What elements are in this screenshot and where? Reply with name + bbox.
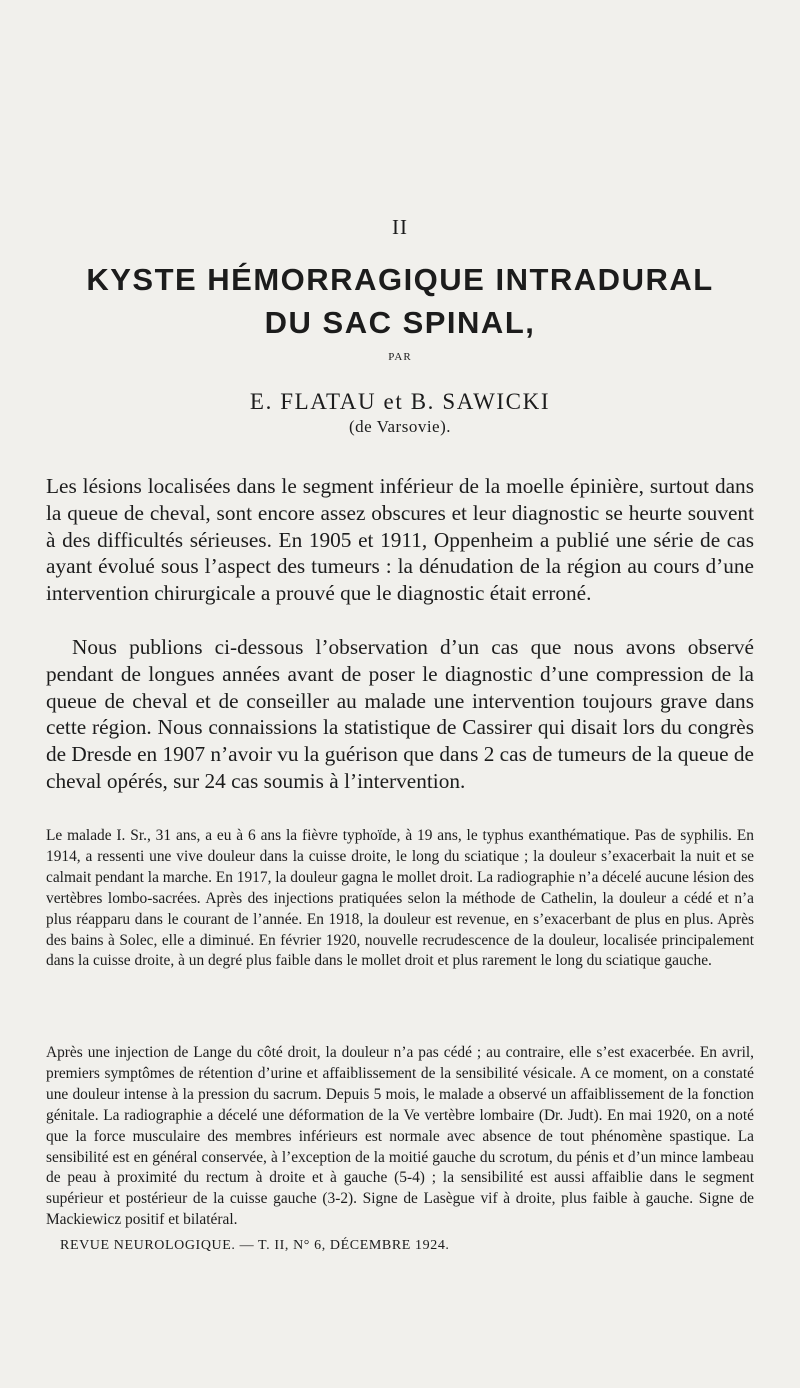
body-paragraph-1: Les lésions localisées dans le segment inférieur de la moelle épinière, surtout dans la queue de cheval, sont encore assez obscures et leur diagnostic se heurte souvent à des difficultés sérieuses. En 1905 et 1911, Oppenheim a publié une série de cas ayant évolué sous l’aspect des tumeurs : la dénudation de la région au cours d’une intervention chirurgicale a prouvé que le diagnostic était erroné.: [46, 474, 754, 606]
chapter-number: II: [392, 215, 408, 239]
journal-name: REVUE NEUROLOGIQUE.: [60, 1238, 236, 1253]
body-paragraph-2: Nous publions ci-dessous l’observation d’un cas que nous avons observé pendant de longues années avant de poser le diagnostic d’une compression de la queue de cheval et de conseiller au malade une intervention toujours grave dans cette région. Nous connaissions la statistique de Cassirer qui disait lors du congrès de Dresde en 1907 n’avoir vu la guérison que dans 2 cas de tumeurs de la queue de cheval opérés, sur 24 cas soumis à l’intervention.: [46, 635, 754, 793]
page-footer: [60, 1238, 450, 1254]
observation-paragraph-1: Le malade I. Sr., 31 ans, a eu à 6 ans la fièvre typhoïde, à 19 ans, le typhus exanthématique. Pas de syphilis. En 1914, a ressenti une vive douleur dans la cuisse droite, le long du sciatique ; la douleur s’exacerbait la nuit et se calmait pendant la marche. En 1917, la douleur gagna le mollet droit. La radiographie n’a décelé aucune lésion des vertèbres lombo-sacrées. Après des injections pratiquées selon la méthode de Cathelin, la douleur a cédé et n’a plus réapparu dans le courant de l’année. En 1918, la douleur est revenue, en s’exacerbant de plus en plus. Après des bains à Solec, elle a diminué. En février 1920, nouvelle recrudescence de la douleur, localisée principalement dans la cuisse droite, à un degré plus faible dans le mollet droit et plus rarement le long du sciatique gauche.: [46, 827, 754, 970]
by-line: PAR: [388, 351, 412, 363]
observation-paragraph-2: Après une injection de Lange du côté droit, la douleur n’a pas cédé ; au contraire, elle s’est exacerbée. En avril, premiers symptômes de rétention d’urine et affaiblissement de la sensibilité vésicale. A ce moment, on a constaté une douleur intense à la pression du sacrum. Depuis 5 mois, le malade a observé un affaiblissement de la fonction génitale. La radiographie a décelé une déformation de la Ve vertèbre lombaire (Dr. Judt). En mai 1920, on a noté que la force musculaire des membres inférieurs est normale avec absence de tout phénomène spastique. La sensibilité est en général conservée, à l’exception de la moitié gauche du scrotum, du pénis et d’un mince lambeau de peau à proximité du rectum à droite et à gauche (5-4) ; la sensibilité est aussi affaiblie dans le segment supérieur et postérieur de la cuisse gauche (3-2). Signe de Lasègue vif à droite, plus faible à gauche. Signe de Mackiewicz positif et bilatéral.: [46, 1044, 754, 1229]
issue-info: — T. II, N° 6, DÉCEMBRE 1924.: [239, 1238, 450, 1253]
author-affiliation: (de Varsovie).: [348, 417, 452, 436]
article-title-line-2: DU SAC SPINAL,: [264, 305, 536, 340]
article-title-line-1: KYSTE HÉMORRAGIQUE INTRADURAL: [86, 262, 714, 297]
authors: E. FLATAU et B. SAWICKI: [249, 389, 551, 414]
